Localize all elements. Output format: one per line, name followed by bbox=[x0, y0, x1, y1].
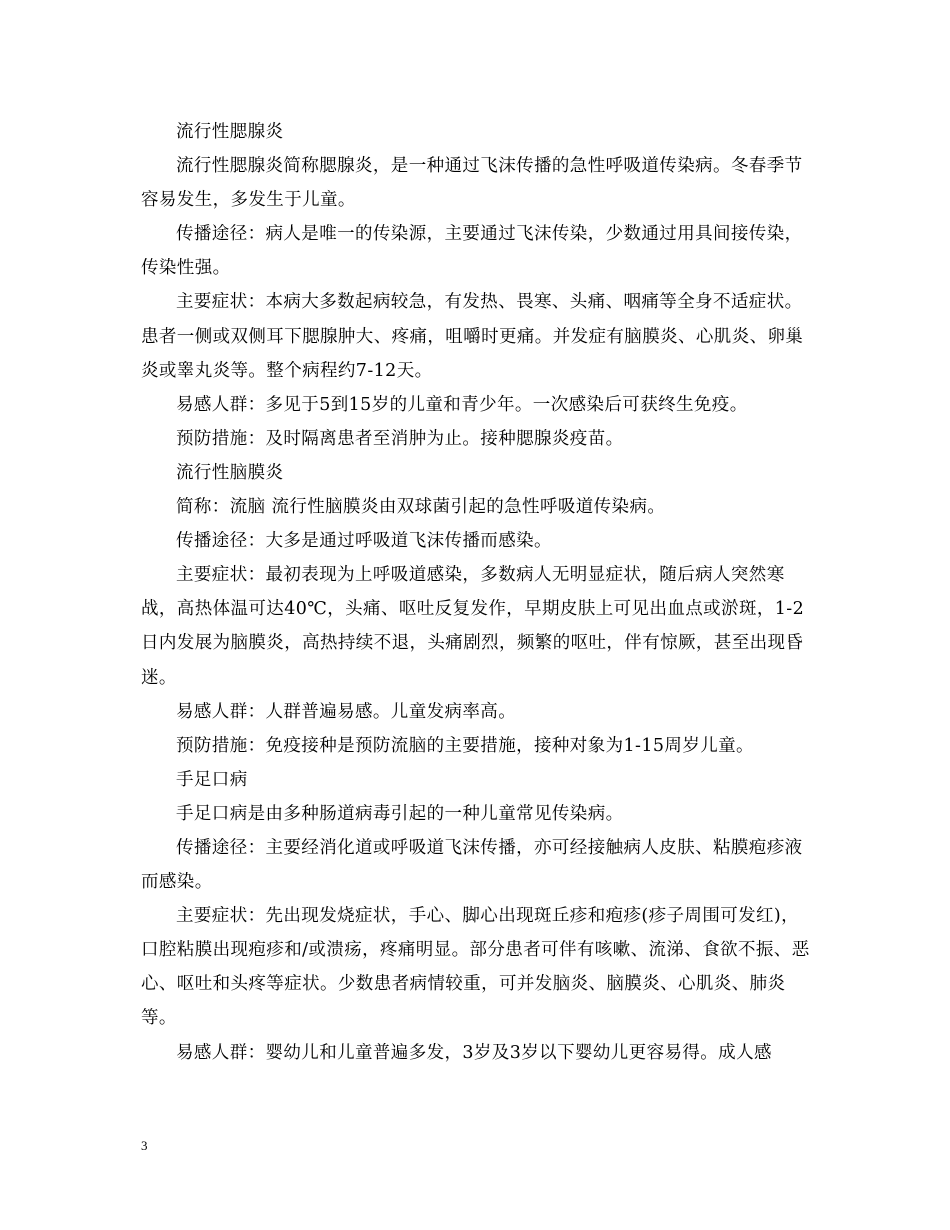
paragraph-meningitis-transmission: 传播途径：大多是通过呼吸道飞沫传播而感染。 bbox=[176, 531, 552, 552]
paragraph-mumps-symptoms: 主要症状：本病大多数起病较急，有发热、畏寒、头痛、咽痛等全身不适症状。患者一侧或双侧耳下腮腺肿大、疼痛，咀嚼时更痛。并发症有脑膜炎、心肌炎、卵巢炎或睾丸炎等。整个病程约7-12天。 bbox=[141, 292, 804, 381]
paragraph-meningitis-prevention: 预防措施：免疫接种是预防流脑的主要措施，接种对象为1-15周岁儿童。 bbox=[176, 735, 754, 756]
section-heading-mumps: 流行性腮腺炎 bbox=[176, 122, 284, 142]
paragraph-hfmd-susceptible: 易感人群：婴幼儿和儿童普遍多发，3岁及3岁以下婴幼儿更容易得。成人感 bbox=[176, 1042, 772, 1063]
paragraph-meningitis-intro: 简称：流脑 流行性脑膜炎由双球菌引起的急性呼吸道传染病。 bbox=[176, 497, 666, 518]
paragraph-mumps-prevention: 预防措施：及时隔离患者至消肿为止。接种腮腺炎疫苗。 bbox=[176, 428, 624, 449]
paragraph-hfmd-transmission: 传播途径：主要经消化道或呼吸道飞沫传播，亦可经接触病人皮肤、粘膜疱疹液而感染。 bbox=[141, 837, 803, 893]
paragraph-mumps-transmission: 传播途径：病人是唯一的传染源，主要通过飞沫传染，少数通过用具间接传染，传染性强。 bbox=[141, 224, 803, 279]
paragraph-hfmd-intro: 手足口病是由多种肠道病毒引起的一种儿童常见传染病。 bbox=[176, 803, 624, 824]
paragraph-mumps-intro: 流行性腮腺炎简称腮腺炎，是一种通过飞沫传播的急性呼吸道传染病。冬春季节容易发生，多发生于儿童。 bbox=[141, 156, 803, 211]
paragraph-hfmd-symptoms: 主要症状：先出现发烧症状，手心、脚心出现斑丘疹和疱疹(疹子周围可发红)，口腔粘膜出现疱疹和/或溃疡，疼痛明显。部分患者可伴有咳嗽、流涕、食欲不振、恶心、呕吐和头疼等症状。少数患者病情较重，可并发脑炎、脑膜炎、心肌炎、肺炎等。 bbox=[141, 906, 810, 1029]
paragraph-meningitis-susceptible: 易感人群：人群普遍易感。儿童发病率高。 bbox=[176, 701, 517, 722]
paragraph-meningitis-symptoms: 主要症状：最初表现为上呼吸道感染，多数病人无明显症状，随后病人突然寒战，高热体温可达40℃，头痛、呕吐反复发作，早期皮肤上可见出血点或淤斑，1-2日内发展为脑膜炎，高热持续不退，头痛剧烈，频繁的呕吐，伴有惊厥，甚至出现昏迷。 bbox=[141, 565, 805, 688]
section-heading-hfmd: 手足口病 bbox=[176, 769, 248, 790]
section-heading-meningitis: 流行性脑膜炎 bbox=[176, 462, 284, 483]
document-body bbox=[141, 115, 813, 1070]
paragraph-mumps-susceptible: 易感人群：多见于5到15岁的儿童和青少年。一次感染后可获终生免疫。 bbox=[176, 394, 748, 415]
page-number: 3 bbox=[141, 1138, 148, 1153]
